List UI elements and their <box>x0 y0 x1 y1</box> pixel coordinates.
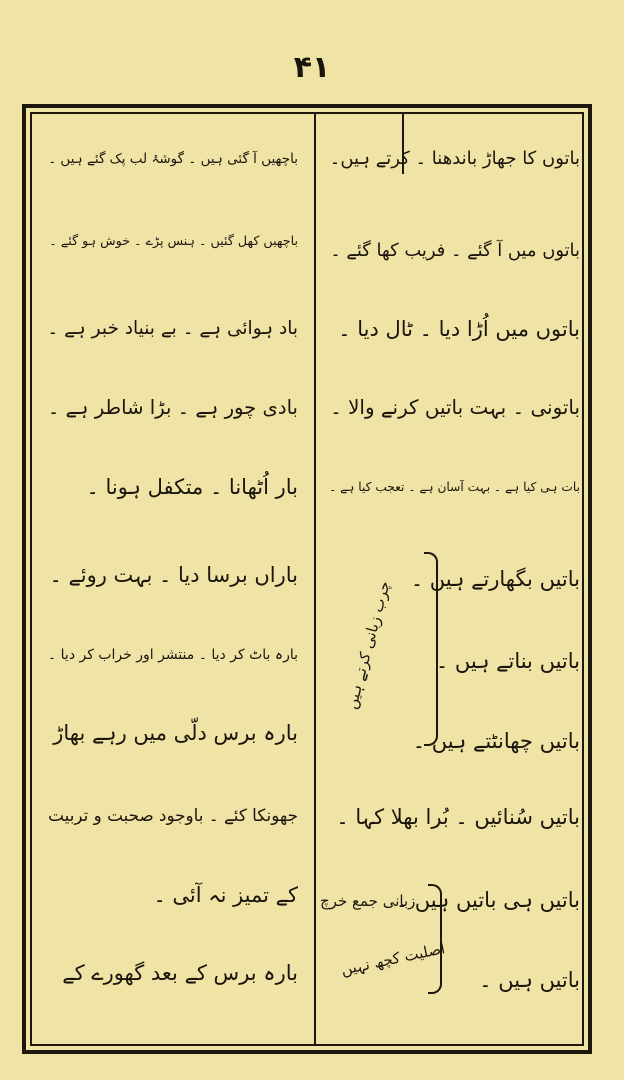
entry-line: بادی چور ہے ۔ بڑا شاطر ہے ۔ <box>47 396 298 419</box>
entry-line: بارہ برس دلّی میں رہے بھاڑ <box>53 721 298 745</box>
entry-line: باتیں ہیں ۔ <box>479 968 580 992</box>
entry-line: باتیں چھانٹتے ہیں ۔ <box>412 729 580 753</box>
entry-line: باتوں میں اُڑا دیا ۔ ٹال دیا ۔ <box>338 317 580 341</box>
entry-line: باتیں بگھارتے ہیں ۔ <box>410 567 580 591</box>
entry-line: باچھیں آ گئی ہیں ۔ گوشۂ لب پک گئے ہیں ۔ <box>48 151 298 167</box>
entry-line: باراں برسا دیا ۔ بہت روئے ۔ <box>49 563 298 587</box>
column-divider <box>314 112 316 1046</box>
entry-line: باچھیں کھل گئیں ۔ ہنس پڑے ۔ خوش ہو گئے ۔ <box>49 233 298 248</box>
entry-line: باتیں بناتے ہیں ۔ <box>435 649 580 673</box>
entry-line: باتوں کا جھاڑ باندھنا ۔ کرتے ہیں۔ <box>329 148 580 169</box>
entry-line: باد ہوائی ہے ۔ بے بنیاد خبر ہے ۔ <box>47 318 298 339</box>
group-note: زبانی جمع خرچ <box>320 892 416 910</box>
entry-line: جھونکا کئے ۔ باوجود صحبت و تربیت <box>48 805 298 825</box>
group-note: اصلیت کچھ نہیں <box>339 939 447 979</box>
entry-line: باتوں میں آ گئے ۔ فریب کھا گئے ۔ <box>330 240 580 261</box>
group-note: چرب زبانی کرتے ہیں <box>342 579 394 711</box>
entry-line: باتیں ہی باتیں ہیں ۔ <box>395 888 580 912</box>
page-number: ۴۱ <box>293 50 331 85</box>
entry-line: باتونی ۔ بہت باتیں کرنے والا ۔ <box>330 396 580 419</box>
entry-line: باتیں سُنائیں ۔ بُرا بھلا کہا ۔ <box>336 805 580 829</box>
entry-line: بارہ برس کے بعد گھورے کے <box>62 961 298 985</box>
entry-line: بار اُٹھانا ۔ متکفل ہونا ۔ <box>86 475 298 499</box>
entry-line: کے تمیز نہ آئی ۔ <box>153 883 298 907</box>
entry-line: بات ہی کیا ہے ۔ بہت آسان ہے ۔ تعجب کیا ہے ۔ <box>329 480 580 494</box>
group-brace <box>424 552 438 746</box>
entry-line: بارہ باٹ کر دیا ۔ منتشر اور خراب کر دیا ۔ <box>48 647 298 663</box>
